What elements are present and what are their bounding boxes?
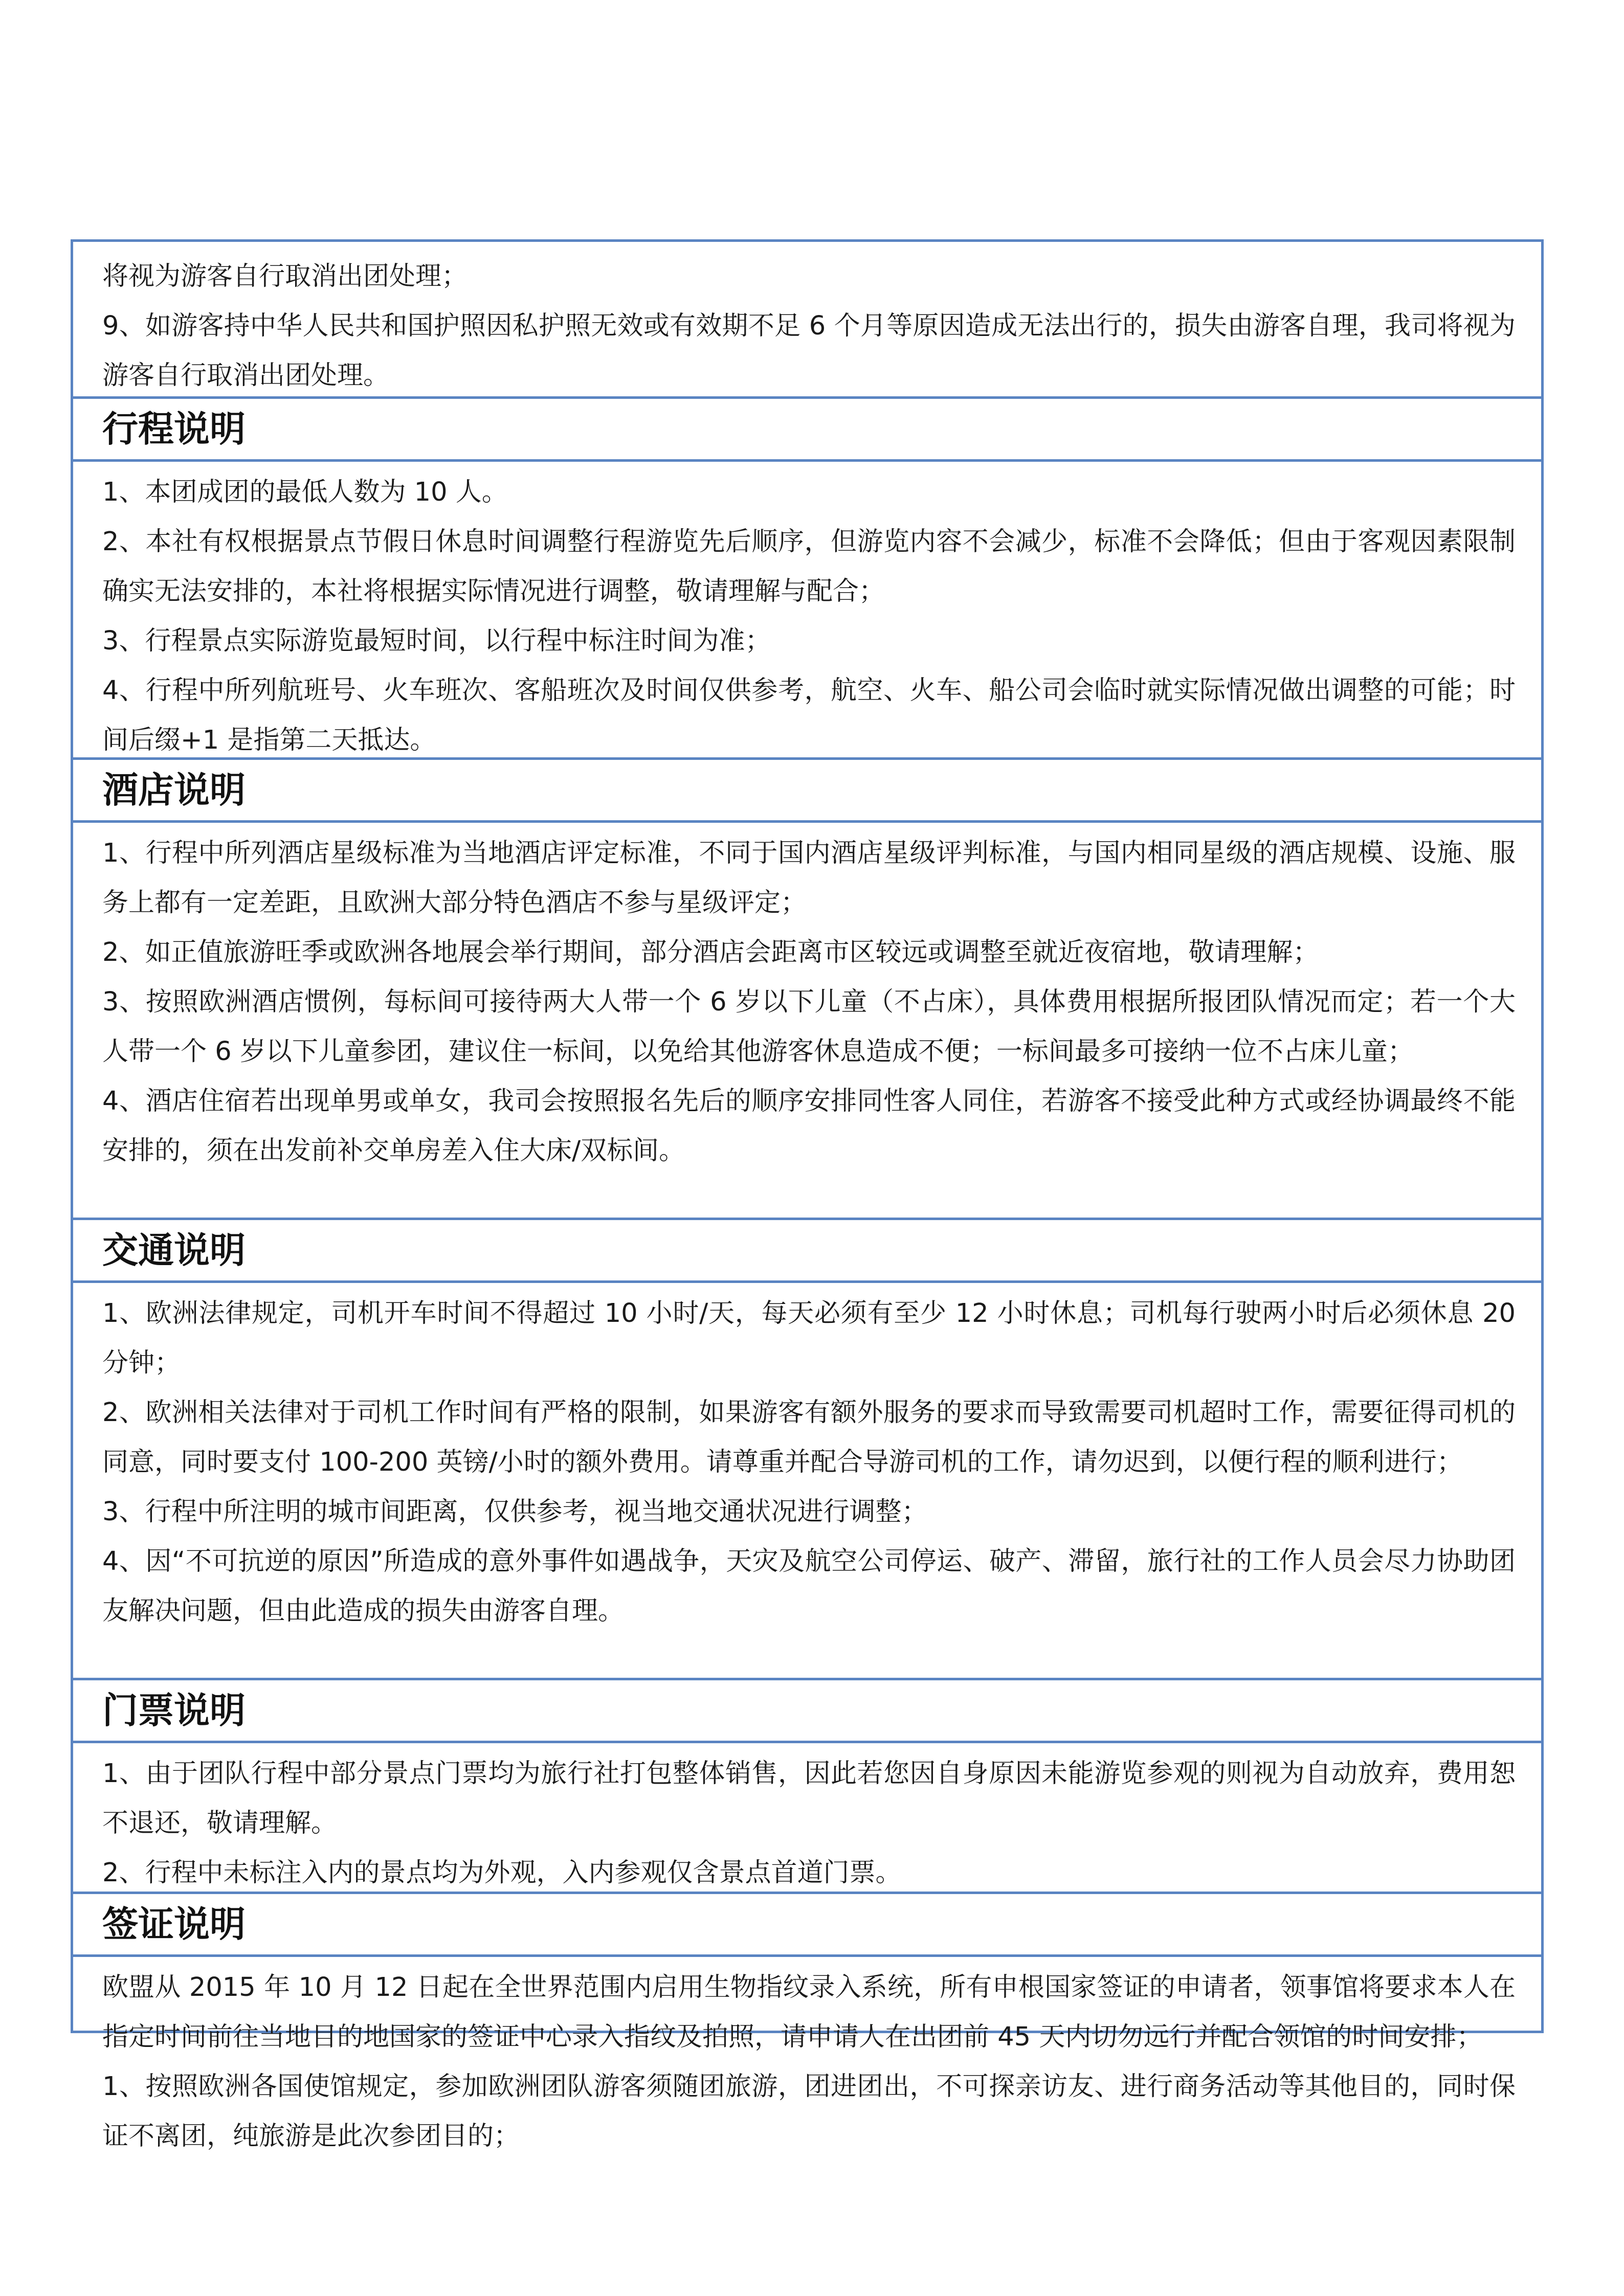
section-header-tickets — [73, 1678, 1541, 1741]
document-table — [71, 239, 1544, 2151]
paragraph: 1、本团成团的最低人数为 10 人。 — [102, 477, 508, 507]
section-title: 交通说明 — [102, 1229, 246, 1271]
paragraph: 2、本社有权根据景点节假日休息时间调整行程游览先后顺序，但游览内容不会减少，标准不会降低；但由于客观因素限制确实无法安排的，本社将根据实际情况进行调整，敬请理解与配合； — [102, 527, 1516, 606]
section-title: 酒店说明 — [102, 769, 246, 811]
paragraph: 3、行程中所注明的城市间距离，仅供参考，视当地交通状况进行调整； — [102, 1497, 928, 1527]
section-body-visa — [73, 1954, 1541, 2151]
section-body-hotel — [73, 820, 1541, 1218]
paragraph: 3、行程景点实际游览最短时间，以行程中标注时间为准； — [102, 626, 771, 656]
section-title: 行程说明 — [102, 408, 246, 450]
paragraph: 4、酒店住宿若出现单男或单女，我司会按照报名先后的顺序安排同性客人同住，若游客不接受此种方式或经协调最终不能安排的，须在出发前补交单房差入住大床/双标间。 — [102, 1086, 1516, 1166]
section-body-tickets — [73, 1741, 1541, 1892]
section-header-transport — [73, 1218, 1541, 1280]
paragraph: 4、因“不可抗逆的原因”所造成的意外事件如遇战争，天灾及航空公司停运、破产、滞留，旅行社的工作人员会尽力协助团友解决问题，但由此造成的损失由游客自理。 — [102, 1546, 1516, 1626]
paragraph: 将视为游客自行取消出团处理； — [102, 261, 468, 291]
paragraph: 欧盟从 2015 年 10 月 12 日起在全世界范围内启用生物指纹录入系统，所有申根国家签证的申请者，领事馆将要求本人在指定时间前往当地目的地国家的签证中心录入指纹及拍照，请申请人在出团前 45 天内切勿远行并配合领馆的时间安排； — [102, 1972, 1516, 2052]
continuation-body — [73, 252, 1541, 405]
paragraph: 2、行程中未标注入内的景点均为外观，入内参观仅含景点首道门票。 — [102, 1858, 902, 1888]
paragraph: 1、按照欧洲各国使馆规定，参加欧洲团队游客须随团旅游，团进团出，不可探亲访友、进行商务活动等其他目的，同时保证不离团，纯旅游是此次参团目的； — [102, 2072, 1516, 2151]
paragraph: 3、按照欧洲酒店惯例，每标间可接待两大人带一个 6 岁以下儿童（不占床），具体费用根据所报团队情况而定；若一个大人带一个 6 岁以下儿童参团，建议住一标间，以免给其他游客休息造成不便；一标间最多可接纳一位不占床儿童； — [102, 987, 1516, 1067]
paragraph: 4、行程中所列航班号、火车班次、客船班次及时间仅供参考，航空、火车、船公司会临时就实际情况做出调整的可能；时间后缀+1 是指第二天抵达。 — [102, 676, 1516, 755]
section-title: 门票说明 — [102, 1690, 246, 1731]
paragraph: 1、由于团队行程中部分景点门票均为旅行社打包整体销售，因此若您因自身原因未能游览参观的则视为自动放弃，费用恕不退还，敬请理解。 — [102, 1759, 1516, 1838]
section-header-hotel — [73, 757, 1541, 820]
paragraph: 2、如正值旅游旺季或欧洲各地展会举行期间，部分酒店会距离市区较远或调整至就近夜宿地，敬请理解； — [102, 937, 1319, 967]
section-title: 签证说明 — [102, 1903, 246, 1945]
section-body-transport — [73, 1280, 1541, 1678]
paragraph: 9、如游客持中华人民共和国护照因私护照无效或有效期不足 6 个月等原因造成无法出行的，损失由游客自理，我司将视为游客自行取消出团处理。 — [102, 311, 1516, 391]
paragraph: 1、行程中所列酒店星级标准为当地酒店评定标准，不同于国内酒店星级评判标准，与国内相同星级的酒店规模、设施、服务上都有一定差距，且欧洲大部分特色酒店不参与星级评定； — [102, 838, 1516, 918]
paragraph: 1、欧洲法律规定，司机开车时间不得超过 10 小时/天，每天必须有至少 12 小时休息；司机每行驶两小时后必须休息 20 分钟； — [102, 1298, 1516, 1378]
section-body-itinerary — [73, 459, 1541, 757]
paragraph: 2、欧洲相关法律对于司机工作时间有严格的限制，如果游客有额外服务的要求而导致需要司机超时工作，需要征得司机的同意，同时要支付 100-200 英镑/小时的额外费用。请尊重并配合导游司机的工作，请勿迟到，以便行程的顺利进行； — [102, 1398, 1516, 1477]
section-header-itinerary — [73, 396, 1541, 459]
section-header-visa — [73, 1892, 1541, 1954]
